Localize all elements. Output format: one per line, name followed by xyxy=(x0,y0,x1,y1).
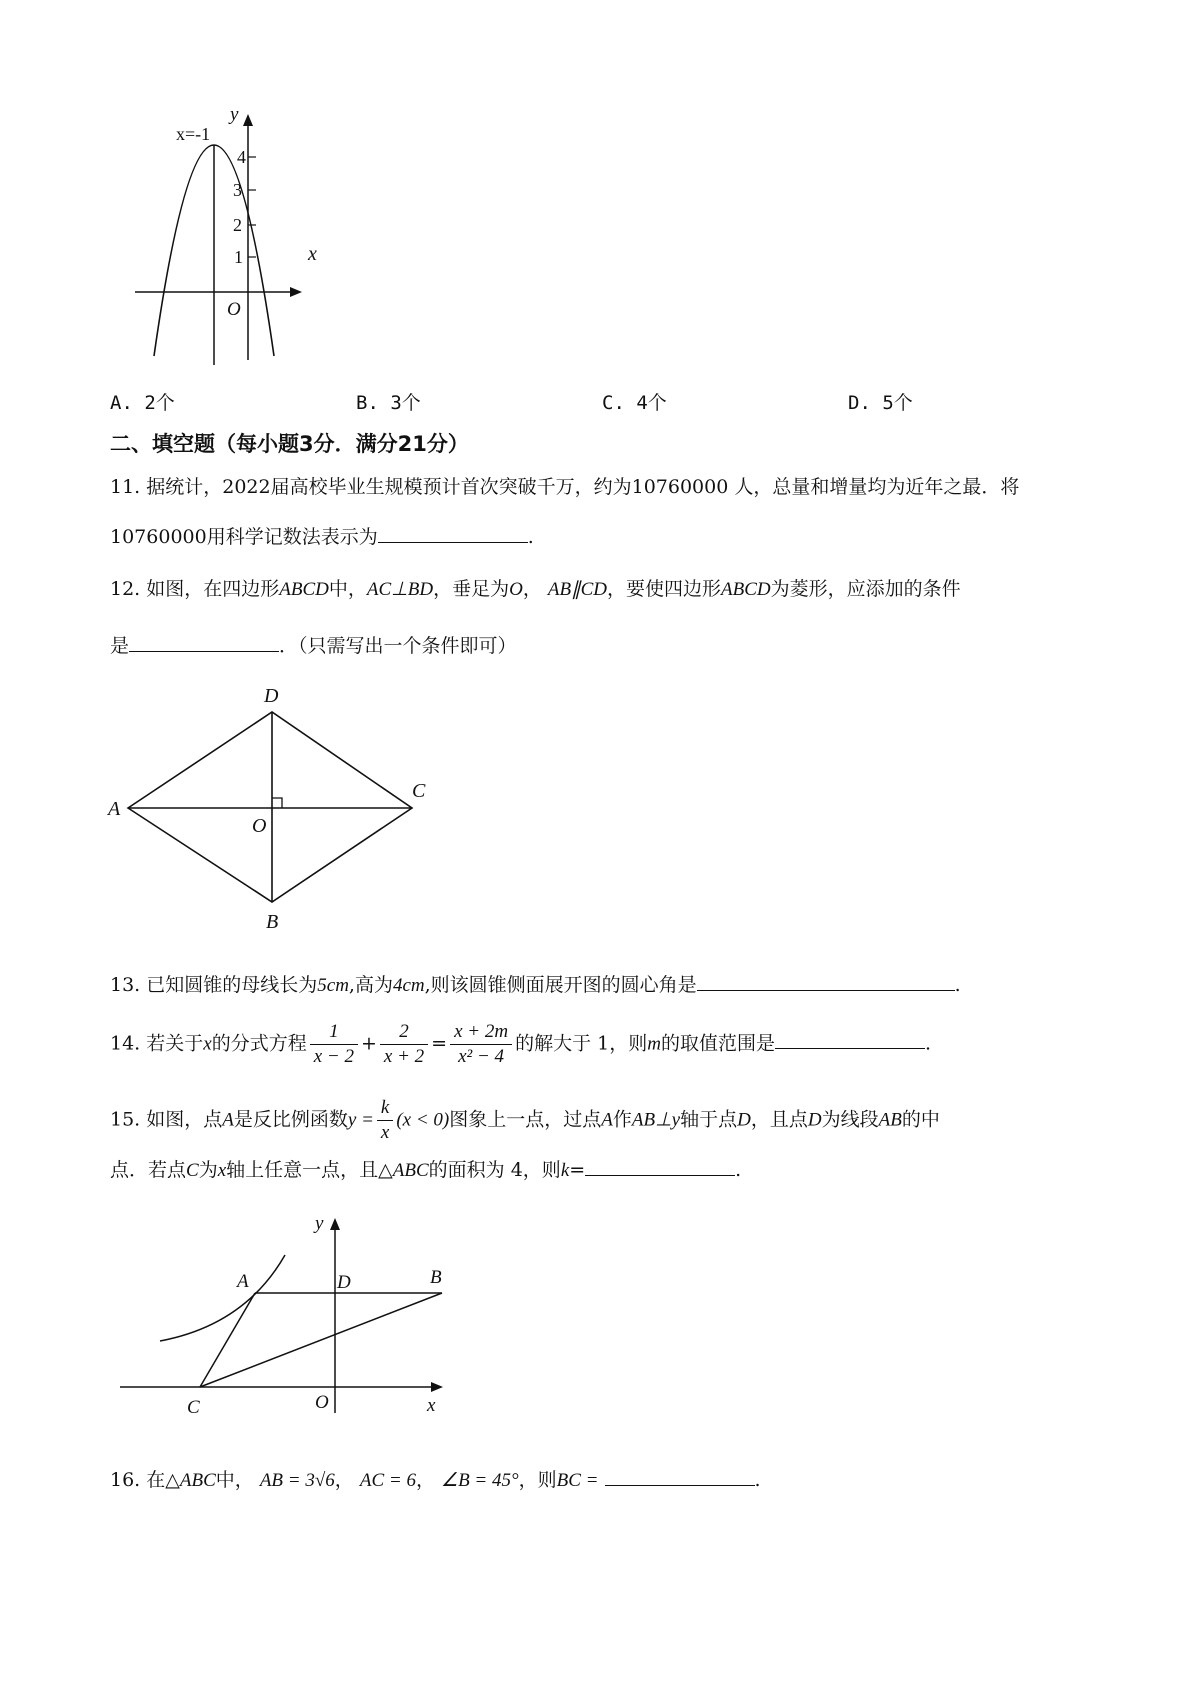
q15-k: k xyxy=(560,1160,570,1181)
q14-frac3-num: x + 2m xyxy=(450,1020,512,1045)
q15-d2: D xyxy=(807,1109,822,1131)
tick-label-3: 3 xyxy=(233,180,242,200)
q15-line2-a: 点．若点 xyxy=(110,1159,187,1181)
q12-line2-post: ．（只需写出一个条件即可） xyxy=(279,635,517,657)
q16-sep2: ， xyxy=(415,1469,435,1491)
q15-pre: 15. 如图，点 xyxy=(110,1108,223,1131)
q14-frac1-den: x − 2 xyxy=(313,1045,354,1067)
q15-a: A xyxy=(222,1109,234,1131)
rhombus-figure xyxy=(100,680,440,940)
origin-label: O xyxy=(227,299,241,320)
q14-x: x xyxy=(203,1033,212,1055)
answer-blank-14[interactable] xyxy=(775,1030,925,1049)
q12-line2-pre: 是 xyxy=(110,635,130,657)
q15-mid1: 是反比例函数 xyxy=(233,1108,348,1131)
q15-mid5: ，且点 xyxy=(750,1108,808,1131)
q12-o: O xyxy=(509,579,523,600)
question-16 xyxy=(110,1467,761,1493)
q15-condition: (x < 0) xyxy=(396,1109,450,1131)
tick-label-1: 1 xyxy=(234,247,243,267)
q12-parallel: AB∥CD xyxy=(547,579,607,600)
q13-height: 4cm xyxy=(392,975,425,996)
q15-mid2: 图象上一点，过点 xyxy=(449,1108,602,1131)
q16-angle: ∠B = 45° xyxy=(441,1470,519,1491)
question-15-line-1 xyxy=(110,1096,940,1145)
q15-fraction xyxy=(377,1096,393,1145)
q15-perp: AB⊥y xyxy=(631,1109,681,1131)
q14-frac1-num: 1 xyxy=(310,1020,358,1045)
q15-end: . xyxy=(735,1159,742,1181)
question-14 xyxy=(110,1020,931,1069)
q12-abcd: ABCD xyxy=(279,579,329,600)
q12-mid4: ，要使四边形 xyxy=(606,578,721,600)
q16-mid1: 中， xyxy=(215,1469,254,1491)
q12-perp: AC⊥BD xyxy=(366,579,434,600)
option-a-text: 2个 xyxy=(144,392,175,414)
hyperbola-figure xyxy=(115,1205,460,1430)
q13-pre: 13. 已知圆锥的母线长为 xyxy=(110,974,318,996)
origin-o-label: O xyxy=(315,1392,329,1413)
q15-a2: A xyxy=(601,1109,613,1131)
option-d-label: D. xyxy=(848,392,871,414)
q12-mid2: ，垂足为 xyxy=(433,578,510,600)
point-b-label: B xyxy=(430,1267,442,1288)
q15-ab: AB xyxy=(878,1109,902,1131)
vertex-d-label: D xyxy=(264,685,279,707)
q13-mid: ,高为 xyxy=(348,974,393,996)
option-c-text: 4个 xyxy=(636,392,667,414)
q15-frac-den: x xyxy=(380,1121,390,1143)
q14-frac2-den: x + 2 xyxy=(383,1045,425,1067)
q13-slant: 5cm xyxy=(317,975,349,996)
q15-line2-d: 的面积为 4，则 xyxy=(428,1159,561,1181)
q12-post: 为菱形，应添加的条件 xyxy=(770,578,961,600)
option-d xyxy=(848,388,913,415)
q15-c: C xyxy=(186,1160,199,1181)
q14-plus: + xyxy=(360,1032,377,1055)
q15-line2-e: = xyxy=(569,1159,586,1181)
answer-blank-12[interactable] xyxy=(129,633,279,652)
vertex-c-label: C xyxy=(412,780,426,802)
option-b xyxy=(356,388,421,415)
question-11-line-2 xyxy=(110,524,534,549)
answer-blank-16[interactable] xyxy=(605,1467,755,1486)
point-a-label: A xyxy=(237,1271,249,1292)
q14-fraction-1 xyxy=(310,1020,358,1069)
y-axis-label-15: y xyxy=(315,1213,324,1234)
vertex-b-label: B xyxy=(266,911,279,933)
q11-text: 10760000用科学记数法表示为 xyxy=(110,526,378,548)
q14-post1: 的解大于 1，则 xyxy=(515,1032,648,1055)
tick-label-2: 2 xyxy=(233,215,242,235)
q16-pre: 16. 在△ xyxy=(110,1469,180,1491)
q15-mid4: 轴于点 xyxy=(680,1108,738,1131)
q12-pre: 12. 如图，在四边形 xyxy=(110,578,280,600)
answer-blank-15[interactable] xyxy=(585,1157,735,1176)
option-a-label: A. xyxy=(110,392,133,414)
y-axis-label: y xyxy=(230,104,239,125)
q14-post2: 的取值范围是 xyxy=(660,1032,775,1055)
point-c-label: C xyxy=(187,1397,200,1418)
q15-frac-num: k xyxy=(377,1096,393,1121)
point-o-label: O xyxy=(252,815,267,837)
q12-mid1: 中， xyxy=(328,578,367,600)
question-15-line-2 xyxy=(110,1157,741,1183)
q16-end: . xyxy=(754,1469,761,1491)
question-12-line-1 xyxy=(110,578,961,602)
x-axis-label: x xyxy=(308,243,317,265)
q15-post: 的中 xyxy=(901,1108,940,1131)
q15-d: D xyxy=(737,1109,751,1131)
q16-ab: AB = 3√6 xyxy=(259,1470,335,1491)
q12-mid3: ， xyxy=(522,578,542,600)
q15-line2-c: 轴上任意一点，且△ xyxy=(226,1159,393,1181)
q16-abc: ABC xyxy=(179,1470,216,1491)
option-d-text: 5个 xyxy=(882,392,913,414)
q16-sep1: ， xyxy=(334,1469,354,1491)
q14-frac2-num: 2 xyxy=(380,1020,428,1045)
q15-mid3: 作 xyxy=(612,1108,632,1131)
point-d-label: D xyxy=(337,1272,351,1293)
q14-end: . xyxy=(924,1032,932,1055)
q14-equals: = xyxy=(431,1032,448,1055)
q12-abcd-2: ABCD xyxy=(721,579,771,600)
q16-bc: BC = xyxy=(556,1470,599,1491)
q11-end: . xyxy=(527,526,534,548)
parabola-figure xyxy=(120,100,340,370)
answer-blank-11[interactable] xyxy=(378,524,528,543)
option-c-label: C. xyxy=(602,392,625,414)
q13-post: ,则该圆锥侧面展开图的圆心角是 xyxy=(424,974,697,996)
q15-abc: ABC xyxy=(392,1160,429,1181)
q16-ac: AC = 6 xyxy=(359,1470,416,1491)
tick-label-4: 4 xyxy=(237,147,246,167)
q13-end: . xyxy=(954,974,961,996)
q14-frac3-den: x² − 4 xyxy=(458,1045,505,1067)
q15-x: x xyxy=(217,1160,227,1181)
question-11-line-1: 11. 据统计，2022届高校毕业生规模预计首次突破千万，约为10760000 人，总量和增量均为近年之最．将 xyxy=(110,476,1020,498)
option-c xyxy=(602,388,667,415)
q14-pre: 14. 若关于 xyxy=(110,1032,204,1055)
option-a xyxy=(110,388,175,415)
answer-blank-13[interactable] xyxy=(697,972,955,991)
q14-fraction-2 xyxy=(380,1020,428,1069)
option-b-label: B. xyxy=(356,392,379,414)
section-title: 二、填空题（每小题3分．满分21分） xyxy=(110,432,469,456)
question-13 xyxy=(110,972,961,998)
q15-line2-b: 为 xyxy=(198,1159,218,1181)
question-12-line-2 xyxy=(110,633,517,658)
option-b-text: 3个 xyxy=(390,392,421,414)
q16-mid2: ，则 xyxy=(518,1469,557,1491)
q15-mid6: 为线段 xyxy=(821,1108,879,1131)
symmetry-axis-label: x=-1 xyxy=(176,124,211,144)
x-axis-label-15: x xyxy=(427,1395,436,1416)
vertex-a-label: A xyxy=(108,798,121,820)
q14-mid: 的分式方程 xyxy=(211,1032,307,1055)
q14-m: m xyxy=(647,1033,661,1055)
q15-y-eq: y = xyxy=(347,1109,374,1131)
q14-fraction-3 xyxy=(450,1020,512,1069)
